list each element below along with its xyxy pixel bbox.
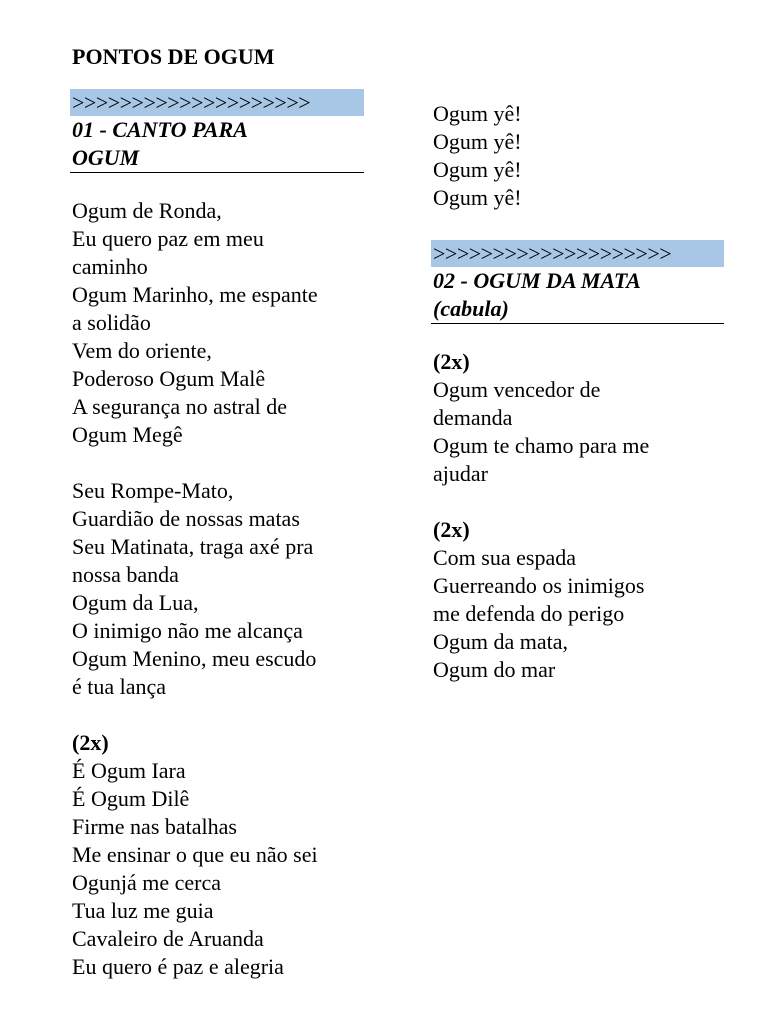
- lyric-line: Ogum te chamo para me: [433, 433, 650, 458]
- lyric-line: É Ogum Dilê: [72, 786, 190, 811]
- lyric-line: a solidão: [72, 310, 151, 335]
- song-1-stanza-2: [70, 477, 364, 701]
- lyric-line: Ogum yê!: [433, 185, 522, 210]
- song-1-title-line-1: 01 - CANTO PARA: [72, 117, 248, 142]
- lyric-line: ajudar: [433, 461, 488, 486]
- song-2-title: [431, 267, 724, 324]
- song-1-marker: >>>>>>>>>>>>>>>>>>>>: [70, 89, 364, 116]
- lyric-line: Firme nas batalhas: [72, 814, 237, 839]
- repeat-marker: (2x): [72, 730, 109, 755]
- lyric-line: demanda: [433, 405, 513, 430]
- lyric-line: Ogunjá me cerca: [72, 870, 222, 895]
- lyric-line: Guardião de nossas matas: [72, 506, 300, 531]
- lyric-line: Seu Matinata, traga axé pra: [72, 534, 314, 559]
- lyric-line: Ogum yê!: [433, 101, 522, 126]
- repeat-marker: (2x): [433, 517, 470, 542]
- song-2-title-line-1: 02 - OGUM DA MATA: [433, 268, 641, 293]
- lyric-line: Eu quero paz em meu: [72, 226, 264, 251]
- lyric-line: Ogum Megê: [72, 422, 183, 447]
- lyric-line: O inimigo não me alcança: [72, 618, 303, 643]
- lyric-line: Poderoso Ogum Malê: [72, 366, 266, 391]
- song-2-stanza-1: [431, 348, 724, 488]
- lyric-line: é tua lança: [72, 674, 167, 699]
- lyric-line: Cavaleiro de Aruanda: [72, 926, 264, 951]
- lyric-line: Vem do oriente,: [72, 338, 212, 363]
- lyric-line: A segurança no astral de: [72, 394, 288, 419]
- page-title: PONTOS DE OGUM: [72, 44, 275, 69]
- lyric-line: Ogum Marinho, me espante: [72, 282, 318, 307]
- repeat-marker: (2x): [433, 349, 470, 374]
- song-2-title-line-2: (cabula): [433, 296, 509, 321]
- lyric-line: Tua luz me guia: [72, 898, 214, 923]
- song-1-closing: [431, 100, 724, 212]
- lyric-line: Ogum yê!: [433, 157, 522, 182]
- lyric-line: caminho: [72, 254, 148, 279]
- lyric-line: nossa banda: [72, 562, 179, 587]
- lyric-line: Com sua espada: [433, 545, 576, 570]
- song-2-marker: >>>>>>>>>>>>>>>>>>>>: [431, 240, 724, 267]
- lyric-line: Seu Rompe-Mato,: [72, 478, 234, 503]
- lyric-line: Ogum de Ronda,: [72, 198, 222, 223]
- right-column: [431, 100, 724, 684]
- lyric-line: Ogum da mata,: [433, 629, 569, 654]
- left-column: [70, 89, 364, 981]
- lyric-line: Eu quero é paz e alegria: [72, 954, 284, 979]
- song-1-title: [70, 116, 364, 173]
- lyric-line: É Ogum Iara: [72, 758, 186, 783]
- lyric-line: Guerreando os inimigos: [433, 573, 645, 598]
- lyric-line: Ogum vencedor de: [433, 377, 601, 402]
- lyric-line: Ogum do mar: [433, 657, 556, 682]
- song-1-title-line-2: OGUM: [72, 145, 140, 170]
- song-1-stanza-3: [70, 729, 364, 981]
- lyric-line: me defenda do perigo: [433, 601, 625, 626]
- lyric-line: Ogum yê!: [433, 129, 522, 154]
- lyric-line: Me ensinar o que eu não sei: [72, 842, 318, 867]
- song-2-stanza-2: [431, 516, 724, 684]
- song-1-stanza-1: [70, 197, 364, 449]
- lyric-line: Ogum da Lua,: [72, 590, 199, 615]
- lyric-line: Ogum Menino, meu escudo: [72, 646, 317, 671]
